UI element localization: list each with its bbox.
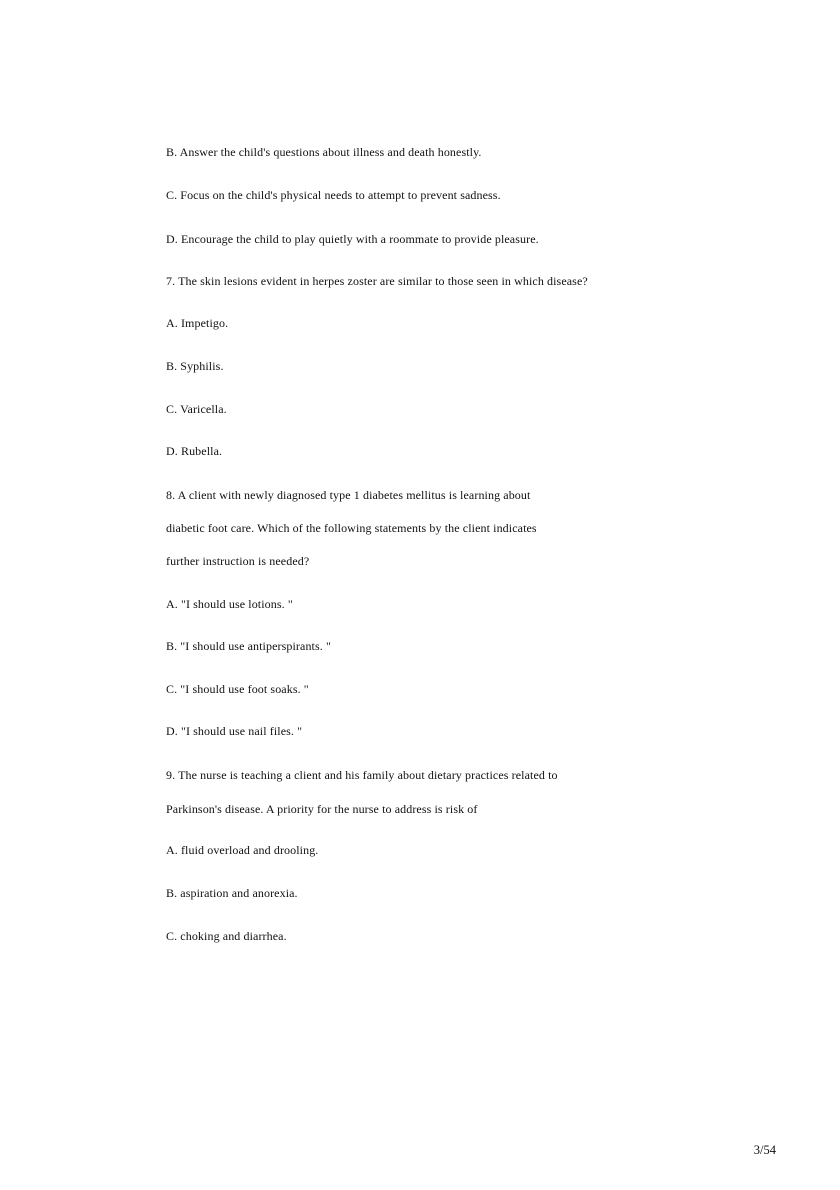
question-8-line-2: diabetic foot care. Which of the following statements by the client indicates — [166, 521, 537, 535]
answer-option-6b: B. Answer the child's questions about illness and death honestly. — [166, 145, 482, 159]
answer-option-6d: D. Encourage the child to play quietly with a roommate to provide pleasure. — [166, 232, 539, 246]
answer-option-8a: A. "I should use lotions. " — [166, 597, 293, 611]
answer-option-9b: B. aspiration and anorexia. — [166, 886, 298, 900]
question-8-line-3: further instruction is needed? — [166, 554, 310, 568]
question-9-line-1: 9. The nurse is teaching a client and his family about dietary practices related to — [166, 768, 558, 782]
page-number: 3/54 — [753, 1143, 776, 1157]
answer-option-8b: B. "I should use antiperspirants. " — [166, 639, 331, 653]
answer-option-7b: B. Syphilis. — [166, 359, 224, 373]
question-7: 7. The skin lesions evident in herpes zoster are similar to those seen in which disease? — [166, 274, 588, 288]
answer-option-9a: A. fluid overload and drooling. — [166, 843, 319, 857]
answer-option-9c: C. choking and diarrhea. — [166, 929, 287, 943]
question-8-line-1: 8. A client with newly diagnosed type 1 diabetes mellitus is learning about — [166, 488, 531, 502]
answer-option-7c: C. Varicella. — [166, 402, 227, 416]
answer-option-7a: A. Impetigo. — [166, 316, 229, 330]
answer-option-8c: C. "I should use foot soaks. " — [166, 682, 309, 696]
answer-option-6c: C. Focus on the child's physical needs to attempt to prevent sadness. — [166, 188, 501, 202]
question-9-line-2: Parkinson's disease. A priority for the nurse to address is risk of — [166, 802, 478, 816]
answer-option-8d: D. "I should use nail files. " — [166, 724, 303, 738]
answer-option-7d: D. Rubella. — [166, 444, 223, 458]
